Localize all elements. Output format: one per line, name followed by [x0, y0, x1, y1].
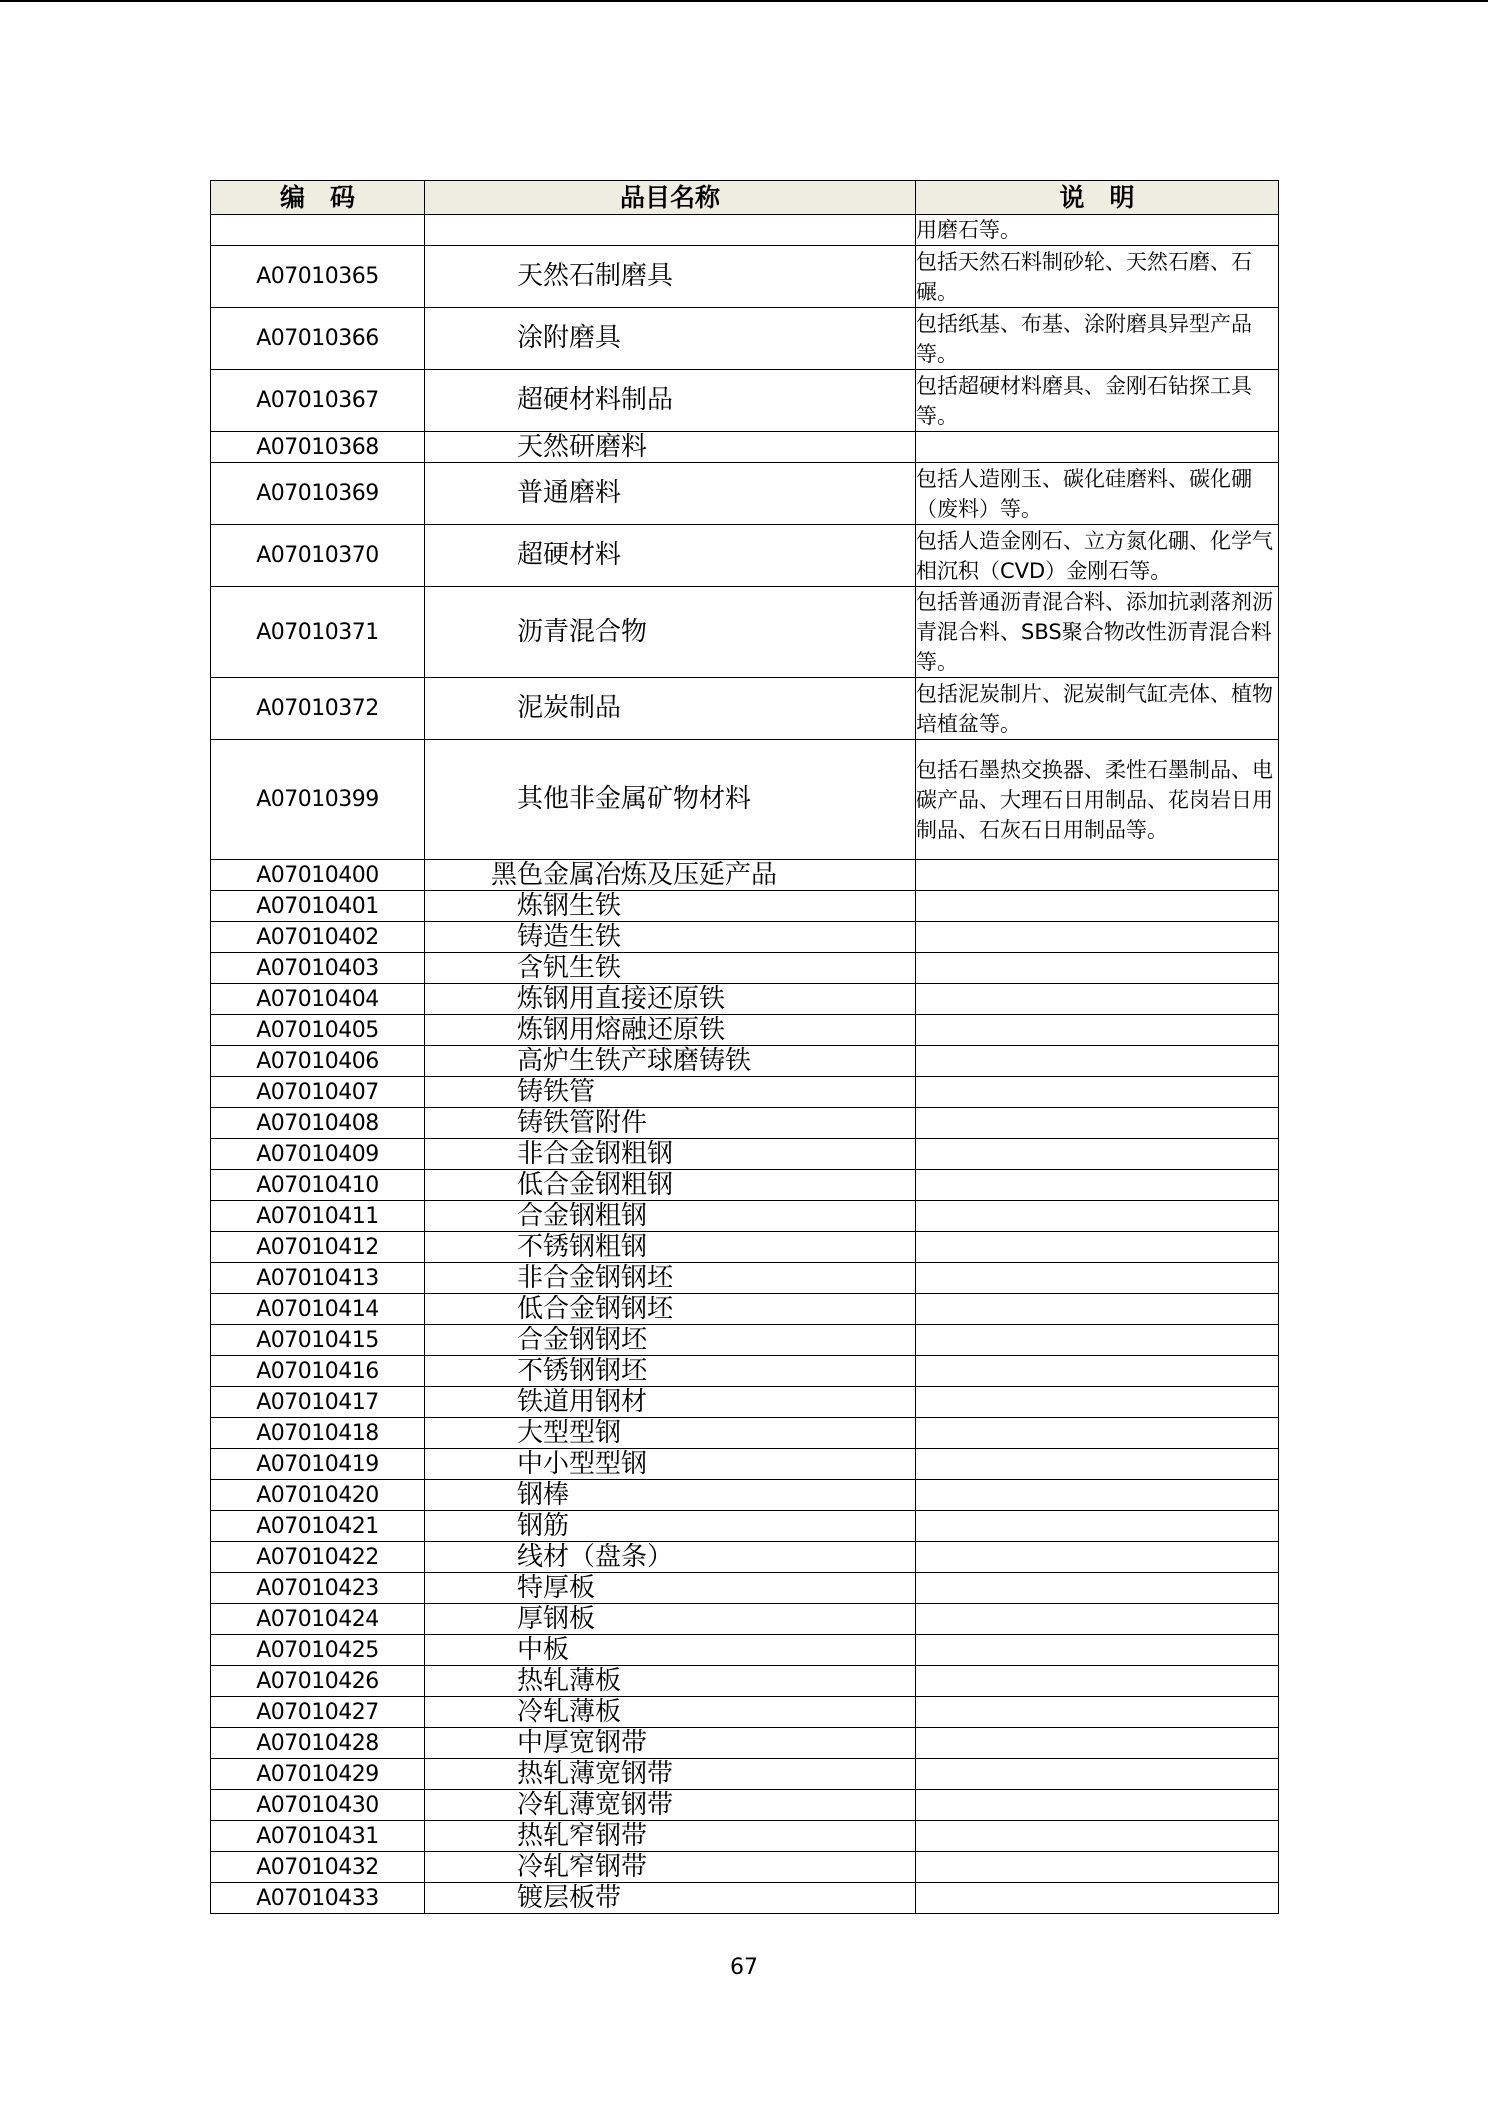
item-code: A07010414	[211, 1294, 425, 1325]
item-code: A07010402	[211, 922, 425, 953]
item-description	[916, 1294, 1279, 1325]
item-code: A07010368	[211, 432, 425, 463]
table-row	[211, 587, 1279, 678]
top-border-line	[0, 0, 1488, 2]
item-code: A07010365	[211, 246, 425, 308]
item-code: A07010366	[211, 308, 425, 370]
item-description	[916, 922, 1279, 953]
table-row	[211, 1046, 1279, 1077]
item-code: A07010371	[211, 587, 425, 678]
item-code: A07010404	[211, 984, 425, 1015]
item-code: A07010418	[211, 1418, 425, 1449]
item-code: A07010416	[211, 1356, 425, 1387]
item-description	[916, 1108, 1279, 1139]
item-code: A07010403	[211, 953, 425, 984]
item-name: 非合金钢粗钢	[425, 1139, 916, 1170]
item-name: 热轧薄板	[425, 1666, 916, 1697]
item-code: A07010401	[211, 891, 425, 922]
item-code: A07010422	[211, 1542, 425, 1573]
item-code: A07010426	[211, 1666, 425, 1697]
item-name: 超硬材料	[425, 525, 916, 587]
item-description	[916, 1666, 1279, 1697]
item-description	[916, 1449, 1279, 1480]
table-row	[211, 432, 1279, 463]
item-code: A07010431	[211, 1821, 425, 1852]
item-name: 超硬材料制品	[425, 370, 916, 432]
item-description	[916, 432, 1279, 463]
table-row	[211, 1821, 1279, 1852]
item-description	[916, 1232, 1279, 1263]
table-row	[211, 1170, 1279, 1201]
header-description: 说 明	[916, 181, 1279, 215]
item-code: A07010409	[211, 1139, 425, 1170]
table-row	[211, 1480, 1279, 1511]
table-row	[211, 1356, 1279, 1387]
item-name: 厚钢板	[425, 1604, 916, 1635]
table-row	[211, 1697, 1279, 1728]
item-name: 不锈钢粗钢	[425, 1232, 916, 1263]
item-description: 包括石墨热交换器、柔性石墨制品、电碳产品、大理石日用制品、花岗岩日用制品、石灰石日用制品等。	[916, 740, 1279, 860]
table-row	[211, 246, 1279, 308]
item-description	[916, 891, 1279, 922]
item-name: 炼钢用熔融还原铁	[425, 1015, 916, 1046]
item-name: 合金钢钢坯	[425, 1325, 916, 1356]
item-description	[916, 1573, 1279, 1604]
item-code: A07010423	[211, 1573, 425, 1604]
item-description	[916, 1480, 1279, 1511]
catalog-table	[210, 180, 1279, 1914]
table-header	[211, 181, 1279, 215]
table-row	[211, 1449, 1279, 1480]
item-code: A07010432	[211, 1852, 425, 1883]
item-code: A07010406	[211, 1046, 425, 1077]
table-row	[211, 1852, 1279, 1883]
item-name: 铸铁管附件	[425, 1108, 916, 1139]
item-name: 钢筋	[425, 1511, 916, 1542]
table-row	[211, 1728, 1279, 1759]
item-description	[916, 1883, 1279, 1914]
table-row	[211, 678, 1279, 740]
table-row	[211, 1790, 1279, 1821]
table-row	[211, 1511, 1279, 1542]
table-row	[211, 1263, 1279, 1294]
table-row	[211, 1666, 1279, 1697]
item-description	[916, 1263, 1279, 1294]
item-description	[916, 1697, 1279, 1728]
item-code: A07010400	[211, 860, 425, 891]
item-name: 热轧窄钢带	[425, 1821, 916, 1852]
header-name: 品目名称	[425, 181, 916, 215]
table-row	[211, 1232, 1279, 1263]
item-name: 涂附磨具	[425, 308, 916, 370]
item-code: A07010420	[211, 1480, 425, 1511]
item-name: 其他非金属矿物材料	[425, 740, 916, 860]
item-description	[916, 953, 1279, 984]
item-name: 中小型型钢	[425, 1449, 916, 1480]
table-row	[211, 740, 1279, 860]
table-row	[211, 308, 1279, 370]
item-code: A07010419	[211, 1449, 425, 1480]
item-description	[916, 1418, 1279, 1449]
item-name	[425, 215, 916, 246]
item-code	[211, 215, 425, 246]
item-name: 天然石制磨具	[425, 246, 916, 308]
item-name: 普通磨料	[425, 463, 916, 525]
item-code: A07010413	[211, 1263, 425, 1294]
table-row	[211, 1573, 1279, 1604]
table-row	[211, 891, 1279, 922]
item-description: 包括普通沥青混合料、添加抗剥落剂沥青混合料、SBS聚合物改性沥青混合料等。	[916, 587, 1279, 678]
item-description	[916, 1356, 1279, 1387]
item-name: 铸造生铁	[425, 922, 916, 953]
item-description	[916, 1790, 1279, 1821]
table-row	[211, 1387, 1279, 1418]
item-code: A07010428	[211, 1728, 425, 1759]
item-name: 低合金钢粗钢	[425, 1170, 916, 1201]
item-description: 包括人造刚玉、碳化硅磨料、碳化硼（废料）等。	[916, 463, 1279, 525]
item-name: 大型型钢	[425, 1418, 916, 1449]
item-code: A07010417	[211, 1387, 425, 1418]
item-description	[916, 1728, 1279, 1759]
table-row	[211, 1883, 1279, 1914]
item-name: 镀层板带	[425, 1883, 916, 1914]
table-row	[211, 1139, 1279, 1170]
item-code: A07010405	[211, 1015, 425, 1046]
item-description	[916, 1759, 1279, 1790]
item-code: A07010421	[211, 1511, 425, 1542]
item-description	[916, 1015, 1279, 1046]
table-row	[211, 1077, 1279, 1108]
item-name: 炼钢生铁	[425, 891, 916, 922]
item-name: 低合金钢钢坯	[425, 1294, 916, 1325]
item-code: A07010412	[211, 1232, 425, 1263]
table-row	[211, 1604, 1279, 1635]
item-code: A07010408	[211, 1108, 425, 1139]
table-row	[211, 1325, 1279, 1356]
item-code: A07010429	[211, 1759, 425, 1790]
item-name: 合金钢粗钢	[425, 1201, 916, 1232]
table-row	[211, 463, 1279, 525]
item-description	[916, 1387, 1279, 1418]
item-code: A07010433	[211, 1883, 425, 1914]
item-name: 钢棒	[425, 1480, 916, 1511]
item-name: 铸铁管	[425, 1077, 916, 1108]
table-body	[211, 215, 1279, 1914]
table-row	[211, 1542, 1279, 1573]
item-description: 用磨石等。	[916, 215, 1279, 246]
item-code: A07010407	[211, 1077, 425, 1108]
item-code: A07010425	[211, 1635, 425, 1666]
item-description	[916, 1139, 1279, 1170]
item-name: 天然研磨料	[425, 432, 916, 463]
header-code: 编 码	[211, 181, 425, 215]
item-name: 高炉生铁产球磨铸铁	[425, 1046, 916, 1077]
item-name: 特厚板	[425, 1573, 916, 1604]
item-description	[916, 1201, 1279, 1232]
item-name: 沥青混合物	[425, 587, 916, 678]
item-description	[916, 1325, 1279, 1356]
item-description	[916, 860, 1279, 891]
item-name: 冷轧薄板	[425, 1697, 916, 1728]
table-row	[211, 1418, 1279, 1449]
item-code: A07010372	[211, 678, 425, 740]
item-name: 炼钢用直接还原铁	[425, 984, 916, 1015]
item-name: 不锈钢钢坯	[425, 1356, 916, 1387]
item-code: A07010430	[211, 1790, 425, 1821]
table-row	[211, 1635, 1279, 1666]
item-code: A07010367	[211, 370, 425, 432]
item-description	[916, 984, 1279, 1015]
table-row	[211, 1201, 1279, 1232]
item-description	[916, 1852, 1279, 1883]
item-name: 泥炭制品	[425, 678, 916, 740]
table-row	[211, 525, 1279, 587]
item-description	[916, 1511, 1279, 1542]
item-description: 包括人造金刚石、立方氮化硼、化学气相沉积（CVD）金刚石等。	[916, 525, 1279, 587]
item-description	[916, 1635, 1279, 1666]
table-row	[211, 953, 1279, 984]
table-row	[211, 370, 1279, 432]
page-number: 67	[730, 1955, 758, 1980]
item-name: 中厚宽钢带	[425, 1728, 916, 1759]
item-code: A07010415	[211, 1325, 425, 1356]
item-name: 非合金钢钢坯	[425, 1263, 916, 1294]
item-name: 线材（盘条）	[425, 1542, 916, 1573]
item-description: 包括纸基、布基、涂附磨具异型产品等。	[916, 308, 1279, 370]
table-row	[211, 1108, 1279, 1139]
header-row	[211, 181, 1279, 215]
table-row	[211, 1759, 1279, 1790]
table-row	[211, 215, 1279, 246]
item-description: 包括天然石料制砂轮、天然石磨、石碾。	[916, 246, 1279, 308]
item-name: 含钒生铁	[425, 953, 916, 984]
table-row	[211, 1015, 1279, 1046]
item-code: A07010411	[211, 1201, 425, 1232]
item-code: A07010370	[211, 525, 425, 587]
item-code: A07010424	[211, 1604, 425, 1635]
item-code: A07010427	[211, 1697, 425, 1728]
item-description	[916, 1046, 1279, 1077]
item-description	[916, 1170, 1279, 1201]
item-description	[916, 1604, 1279, 1635]
table-row	[211, 922, 1279, 953]
item-name: 中板	[425, 1635, 916, 1666]
item-name: 铁道用钢材	[425, 1387, 916, 1418]
item-description: 包括泥炭制片、泥炭制气缸壳体、植物培植盆等。	[916, 678, 1279, 740]
item-name: 黑色金属冶炼及压延产品	[425, 860, 916, 891]
item-description	[916, 1821, 1279, 1852]
table-row	[211, 984, 1279, 1015]
item-description	[916, 1077, 1279, 1108]
item-description: 包括超硬材料磨具、金刚石钻探工具等。	[916, 370, 1279, 432]
table-row	[211, 860, 1279, 891]
item-code: A07010369	[211, 463, 425, 525]
item-name: 冷轧薄宽钢带	[425, 1790, 916, 1821]
table-row	[211, 1294, 1279, 1325]
item-name: 冷轧窄钢带	[425, 1852, 916, 1883]
item-name: 热轧薄宽钢带	[425, 1759, 916, 1790]
item-code: A07010399	[211, 740, 425, 860]
item-code: A07010410	[211, 1170, 425, 1201]
item-description	[916, 1542, 1279, 1573]
